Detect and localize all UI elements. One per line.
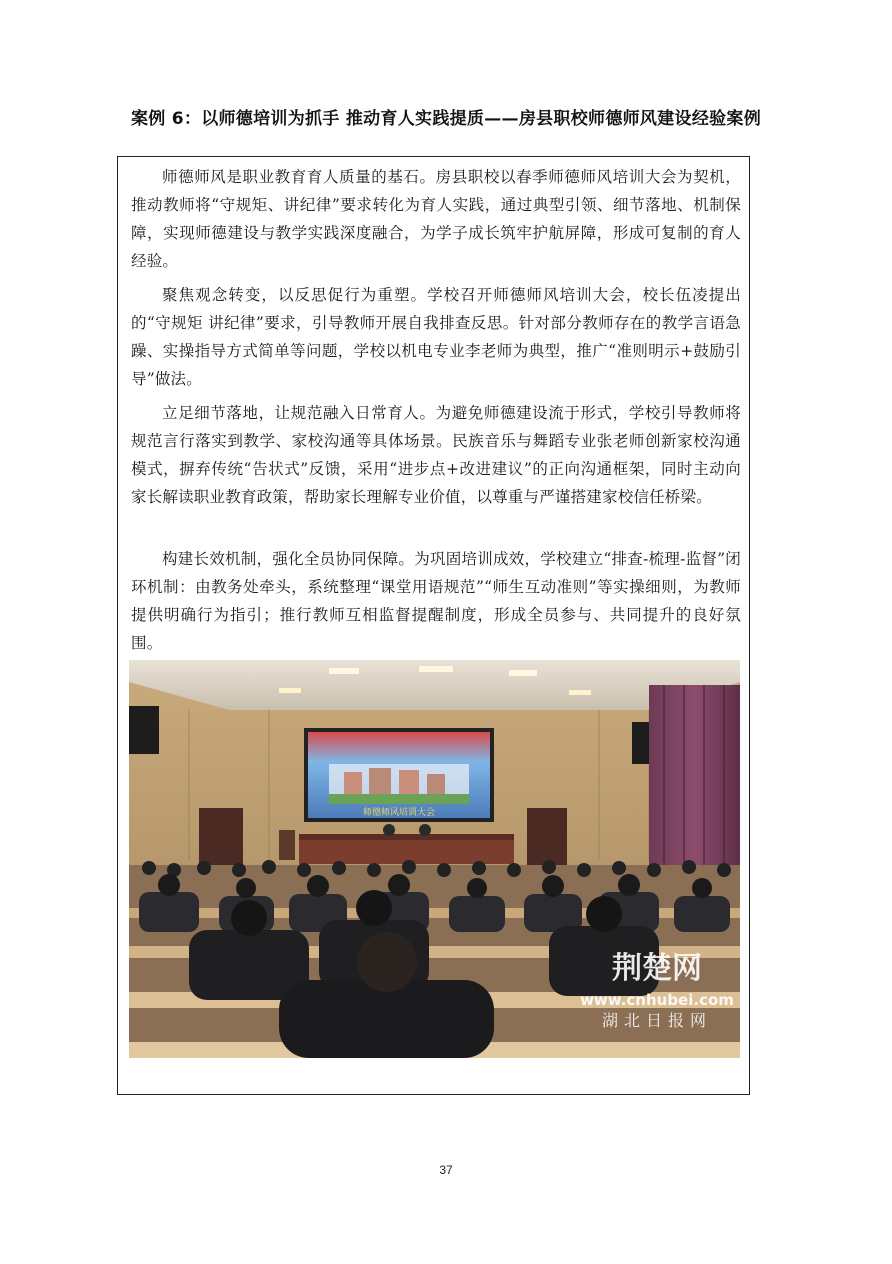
- case-content-box: [117, 156, 750, 1095]
- page-number: 37: [439, 1163, 453, 1177]
- screen-banner-text: 师德师风培训大会: [362, 808, 436, 818]
- watermark-logo-text: 荆楚网: [612, 951, 702, 986]
- watermark-url-text: www.cnhubei.com: [580, 991, 734, 1009]
- meeting-photo: [129, 660, 740, 1058]
- case-title: 案例 6：以师德培训为抓手 推动育人实践提质——房县职校师德师风建设经验案例: [130, 109, 762, 129]
- paragraph-mechanism: 构建长效机制，强化全员协同保障。为巩固培训成效，学校建立“排查-梳理-监督”闭环机制：由教务处牵头，系统整理“课堂用语规范”“师生互动准则”等实操细则，为教师提供明确行为指引；推行教师互相监督提醒制度，形成全员参与、共同提升的良好氛围。: [131, 550, 741, 652]
- paragraph-intro: 师德师风是职业教育育人质量的基石。房县职校以春季师德师风培训大会为契机，推动教师将“守规矩、讲纪律”要求转化为育人实践，通过典型引领、细节落地、机制保障，实现师德建设与教学实践深度融合，为学子成长筑牢护航屏障，形成可复制的育人经验。: [131, 168, 741, 270]
- watermark-source-text: 湖北日报网: [601, 1011, 713, 1030]
- paragraph-details: 立足细节落地，让规范融入日常育人。为避免师德建设流于形式，学校引导教师将规范言行落实到教学、家校沟通等具体场景。民族音乐与舞蹈专业张老师创新家校沟通模式，摒弃传统“告状式”反馈，采用“进步点+改进建议”的正向沟通框架，同时主动向家长解读职业教育政策，帮助家长理解专业价值，以尊重与严谨搭建家校信任桥梁。: [131, 404, 741, 506]
- paragraph-concept: 聚焦观念转变，以反思促行为重塑。学校召开师德师风培训大会，校长伍凌提出的“守规矩 讲纪律”要求，引导教师开展自我排查反思。针对部分教师存在的教学言语急躁、实操指导方式简单等问题，学校以机电专业李老师为典型，推广“准则明示+鼓励引导”做法。: [131, 286, 741, 388]
